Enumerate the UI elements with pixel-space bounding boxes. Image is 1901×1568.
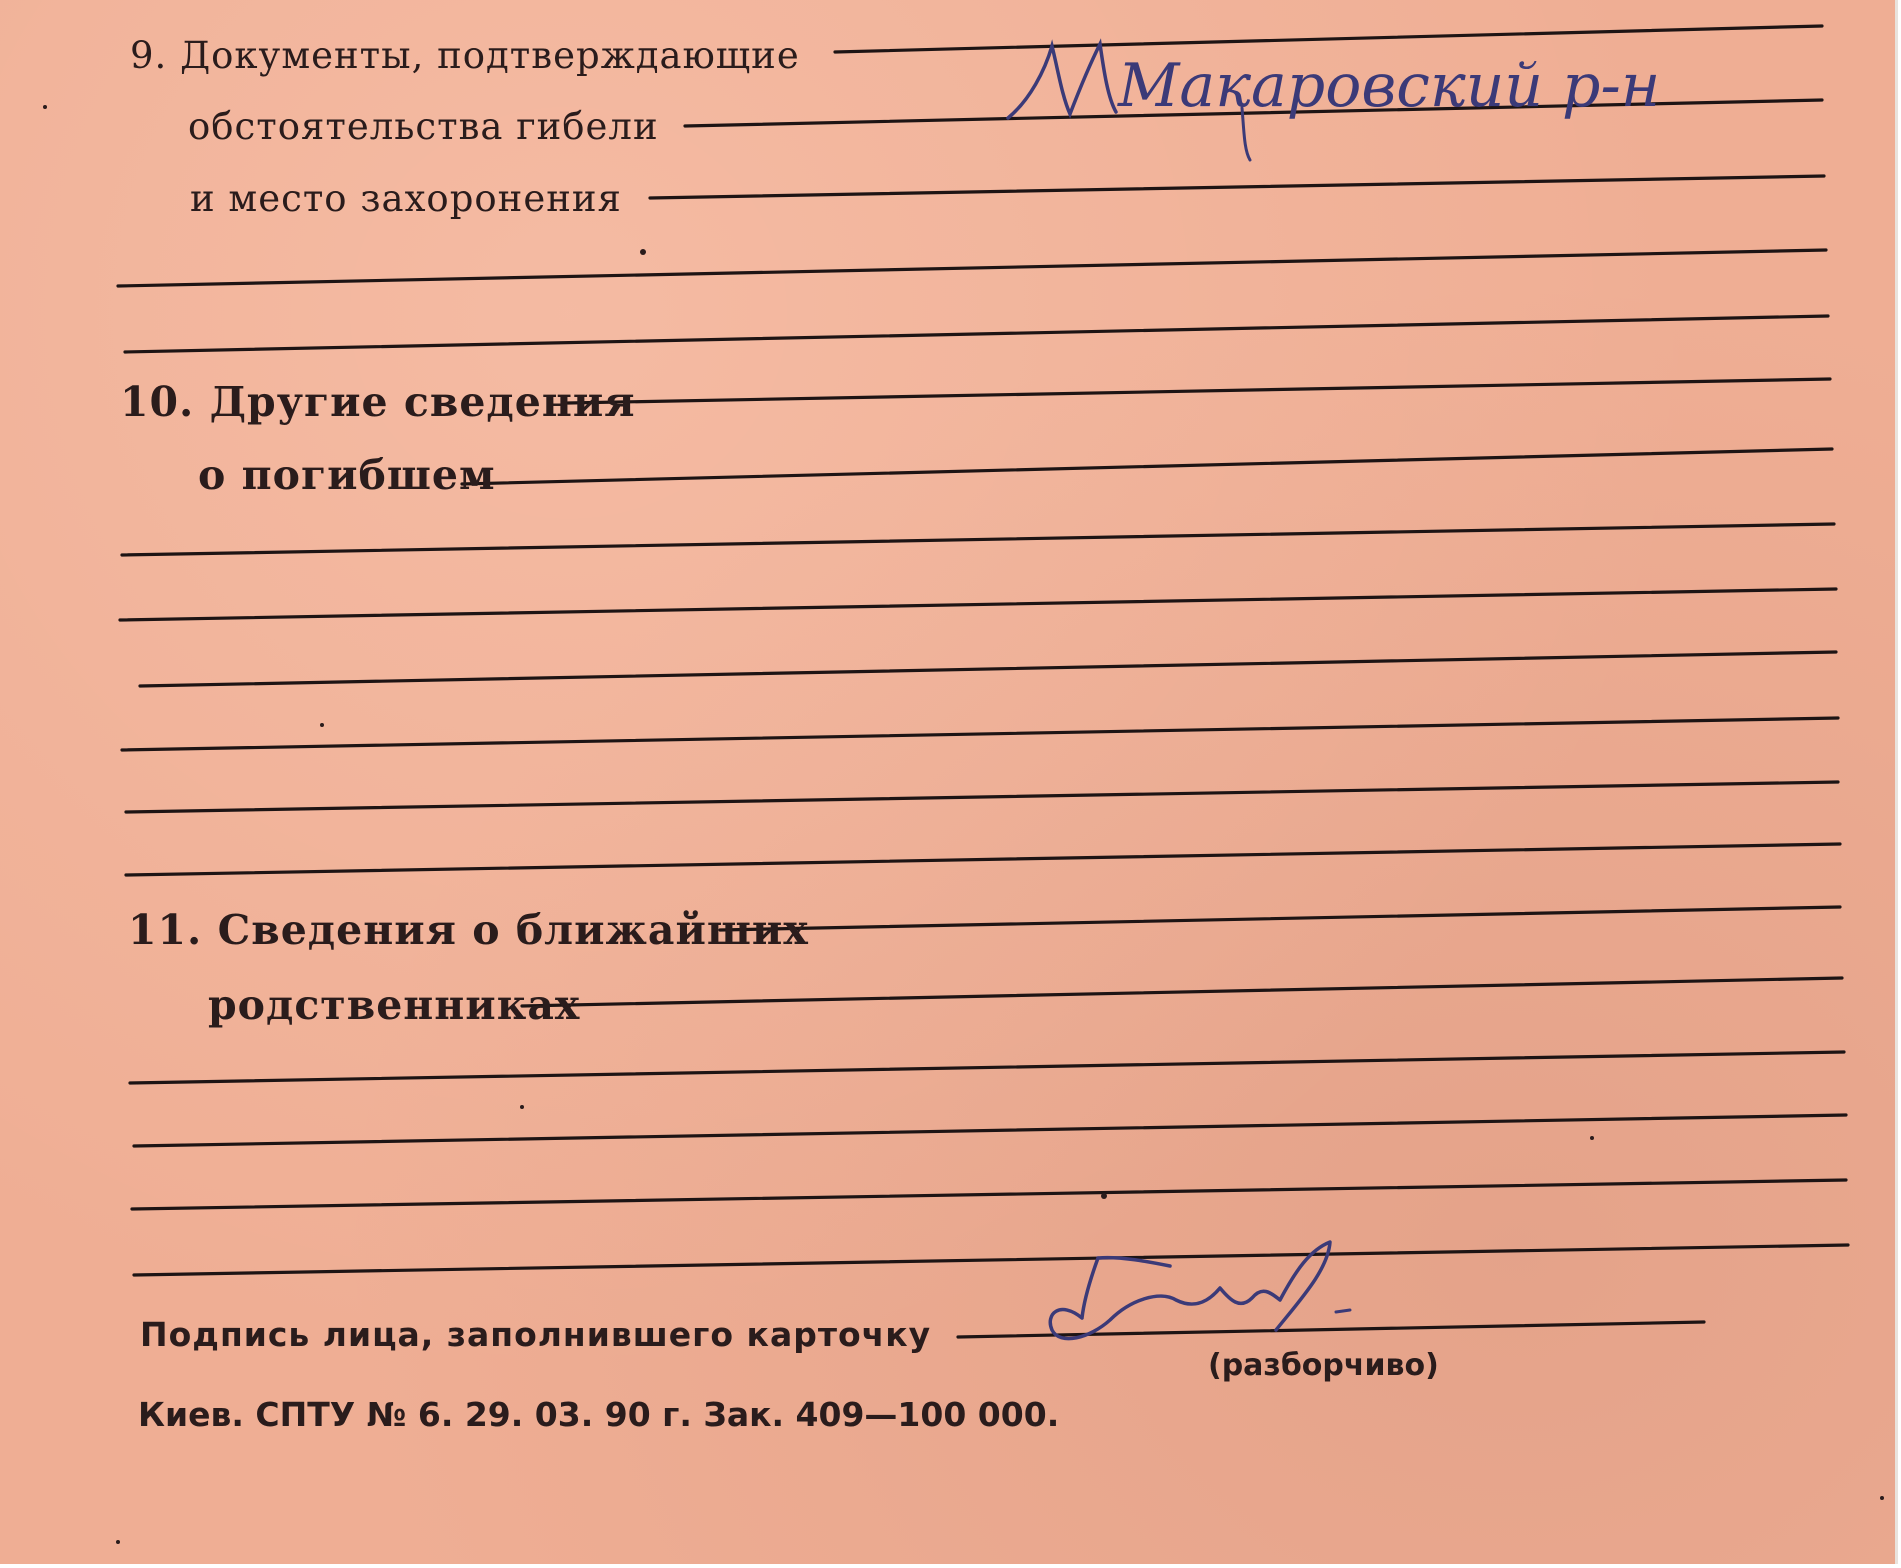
handwritten-signature: [1050, 1242, 1350, 1339]
field-11-label-line2: родственниках: [208, 981, 581, 1029]
printer-imprint: Киев. СПТУ № 6. 29. 03. 90 г. Зак. 409—100 000.: [138, 1395, 1060, 1434]
handwritten-place-value: [1008, 44, 1660, 160]
field-10-label-line2: о погибшем: [198, 451, 496, 499]
field-9-label-line1: 9. Документы, подтверждающие: [130, 34, 800, 77]
field-11-label-line1: 11. Сведения о ближайших: [128, 906, 809, 954]
handwritten-place-text: Макаровский р-н: [1118, 51, 1661, 121]
field-9-label-line2: обстоятельства гибели: [188, 105, 659, 148]
field-10-label-line1: 10. Другие сведения: [120, 378, 636, 426]
field-9-label-line3: и место захоронения: [190, 177, 622, 220]
signature-hint: (разборчиво): [1208, 1348, 1439, 1383]
signature-label: Подпись лица, заполнившего карточку: [140, 1315, 932, 1354]
